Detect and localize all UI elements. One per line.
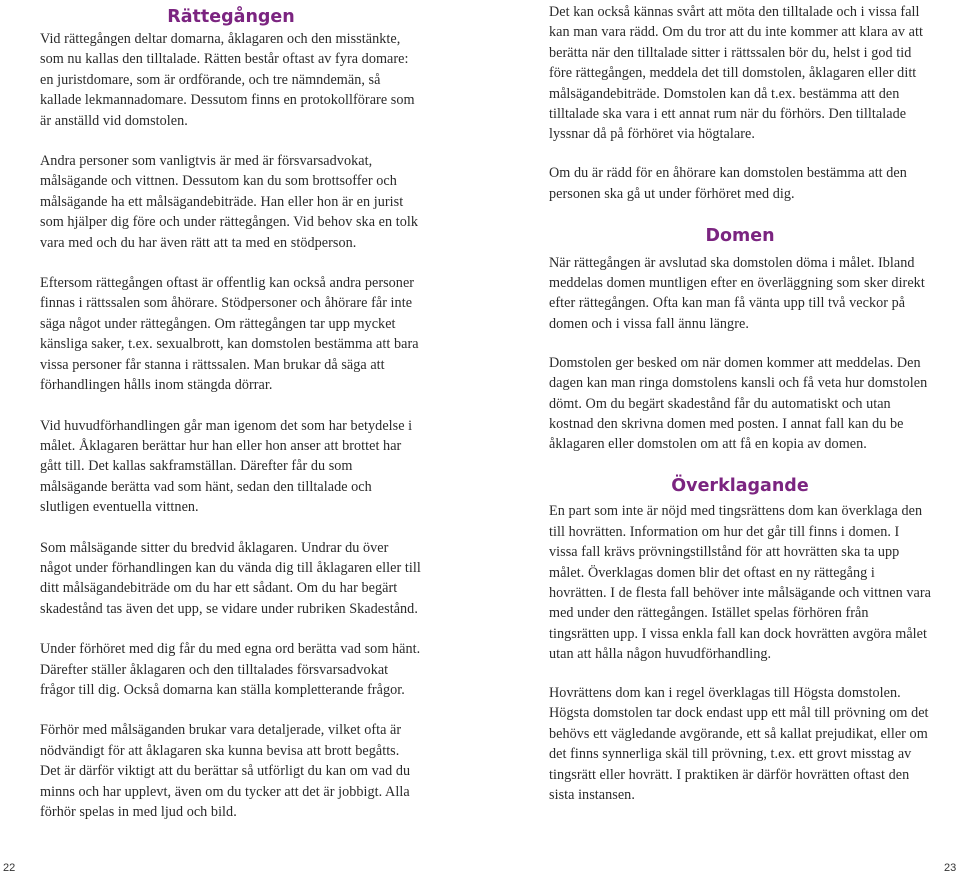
paragraph: Förhör med målsäganden brukar vara detaljerade, vilket ofta är nödvändigt för att åklagaren ska kunna bevisa att brott begåtts. Det är därför viktigt att du berättar så utförligt du kan om vad du minns och har upplevt, även om du tycker att det är jobbigt. Alla förhör spelas in med ljud och bild.: [40, 722, 411, 820]
paragraph: Om du är rädd för en åhörare kan domstolen bestämma att den personen ska gå ut under förhöret med dig.: [549, 165, 907, 202]
paragraph: Eftersom rättegången oftast är offentlig kan också andra personer finnas i rättssalen som åhörare. Stödpersoner och åhörare får inte säga något under rättegången. Om rättegången tar upp mycket känsliga saker, t.ex. sexualbrott, kan domstolen bestämma att bara vissa personer får stanna i rättssalen. Man brukar då säga att förhandlingen hålls inom stängda dörrar.: [40, 275, 419, 394]
right-column: [549, 0, 931, 824]
page-number-left: 22: [3, 862, 16, 874]
paragraph: Det kan också kännas svårt att möta den tilltalade och i vissa fall kan man vara rädd. Om du tror att du inte kommer att klara av att berätta när den tilltalade sitter i rättssalen bör du, helst i god tid före rättegången, meddela det till domstolen, åklagaren eller ditt målsägandebiträde. Domstolen kan då t.ex. bestämma att den tilltalade ska vara i ett annat rum när du förhörs. Den tilltalade lyssnar då på förhöret via högtalare.: [549, 4, 923, 143]
section-heading-overklagande: Överklagande: [671, 476, 809, 497]
paragraph: Vid huvudförhandlingen går man igenom det som har betydelse i målet. Åklagaren berättar hur han eller hon anser att brottet har gått till. Det kallas sakframställan. Därefter får du som målsägande berätta vad som hänt, sedan den tilltalade och slutligen eventuella vittnen.: [40, 417, 413, 516]
paragraph: Andra personer som vanligtvis är med är försvarsadvokat, målsägande och vittnen. Dessutom kan du som brottsoffer och målsägande ha ett målsägandebiträde. Han eller hon är en jurist som hjälper dig före och under rättegången. Vid behov ska en tolk vara med och du har även rätt att ta med en stödperson.: [40, 153, 418, 251]
paragraph: En part som inte är nöjd med tingsrättens dom kan överklaga den till hovrätten. Information om hur det går till finns i domen. I vissa fall krävs prövningstillstånd för att hovrätten ska ta upp målet. Överklagas domen blir det oftast en ny rättegång i hovrätten. I de flesta fall behöver inte målsägande och vittnen vara med under den rättegången. Istället spelas förhören från tingsrätten upp. I vissa enkla fall kan dock hovrätten avgöra målet utan att hålla någon huvudförhandling.: [549, 503, 931, 663]
page-number-right: 23: [944, 862, 957, 874]
paragraph: När rättegången är avslutad ska domstolen döma i målet. Ibland meddelas domen muntligen efter en överläggning som sker direkt efter rättegången. Ofta kan man få vänta upp till två veckor på domen och i vissa fall ännu längre.: [549, 254, 925, 332]
paragraph: Som målsägande sitter du bredvid åklagaren. Undrar du över något under förhandlingen kan du vända dig till åklagaren eller till ditt målsägandebiträde om du har ett sådant. Om du har begärt skadestånd tas även det upp, se vidare under rubriken Skadestånd.: [40, 539, 421, 617]
paragraph: Hovrättens dom kan i regel överklagas till Högsta domstolen. Högsta domstolen tar dock endast upp ett mål till prövning om det behövs ett vägledande avgörande, ett så kallat prejudikat, eller om det finns synnerliga skäl till prövning, t.ex. ett grovt misstag av tingsrätt eller hovrätt. I praktiken är därför hovrätten oftast den sista instansen.: [549, 685, 929, 804]
paragraph: Vid rättegången deltar domarna, åklagaren och den misstänkte, som nu kallas den tilltalade. Rätten består oftast av fyra domare: en juristdomare, som är ordförande, och tre nämndemän, så kallade lekmannadomare. Dessutom finns en protokollförare som är anställd vid domstolen.: [40, 31, 415, 129]
paragraph: Domstolen ger besked om när domen kommer att meddelas. Den dagen kan man ringa domstolens kansli och få veta hur domstolen dömt. Om du begärt skadestånd får du automatiskt och utan kostnad den skrivna domen med posten. I annat fall kan du be åklagaren eller domstolen om att få en kopia av domen.: [549, 354, 928, 453]
paragraph: Under förhöret med dig får du med egna ord berätta vad som hänt. Därefter ställer åklagaren och den tilltalades försvarsadvokat frågor till dig. Också domarna kan ställa kompletterande frågor.: [40, 641, 421, 698]
section-heading-rattegangen: Rättegången: [167, 7, 295, 27]
left-column: [40, 0, 422, 842]
section-heading-domen: Domen: [705, 225, 775, 246]
